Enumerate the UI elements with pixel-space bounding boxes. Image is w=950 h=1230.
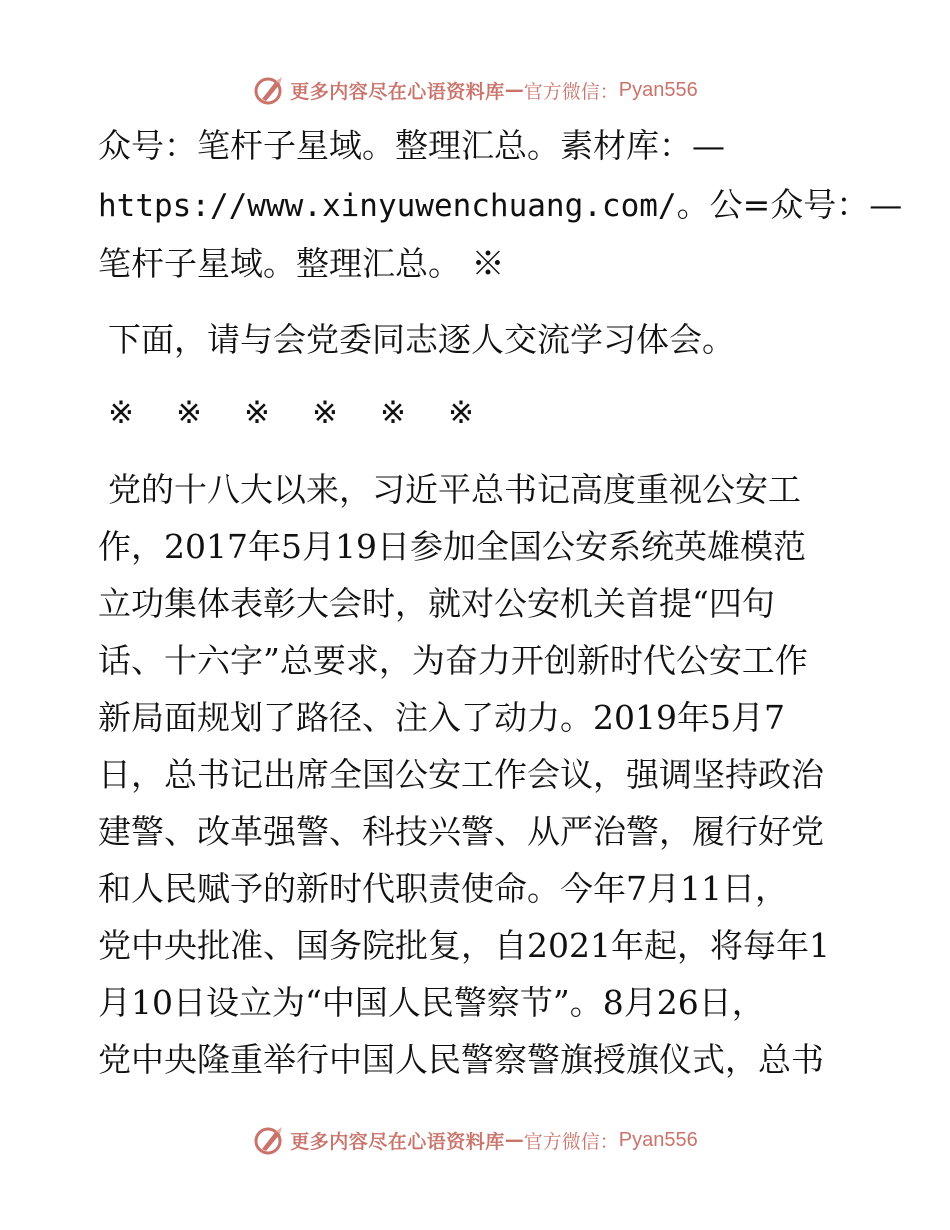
body-line: 建警、改革强警、科技兴警、从严治警，履行好党 [98, 812, 824, 851]
reference-mark: ※ [244, 395, 270, 431]
footer-banner [0, 1120, 950, 1160]
pen-logo-icon [252, 73, 286, 107]
body-line: 党的十八大以来，习近平总书记高度重视公安工 [108, 470, 801, 509]
header-line-2 [98, 185, 902, 226]
body-line: 作，2017年5月19日参加全国公安系统英雄模范 [98, 527, 806, 566]
source-url: https://www.xinyuwenchuang.com/ [98, 188, 677, 224]
body-line: 新局面规划了路径、注入了动力。2019年5月7 [98, 698, 785, 737]
banner-slogan: 更多内容尽在心语资料库 [290, 80, 505, 103]
reference-mark: ※ [108, 395, 134, 431]
separator-marks [108, 393, 516, 433]
banner-wechat-label: 官方微信： [523, 1130, 619, 1153]
reference-mark: ※ [448, 395, 474, 431]
banner-wechat-label: 官方微信： [523, 80, 619, 103]
intro-paragraph: 下面，请与会党委同志逐人交流学习体会。 [108, 320, 735, 359]
body-line: 党中央隆重举行中国人民警察警旗授旗仪式，总书 [98, 1040, 824, 1079]
body-line: 和人民赋予的新时代职责使命。今年7月11日， [98, 869, 788, 908]
body-line: 立功集体表彰大会时，就对公安机关首提“四句 [98, 584, 775, 623]
banner-wechat-id: Pyan556 [618, 78, 698, 101]
reference-mark: ※ [380, 395, 406, 431]
header-line-3: 笔杆子星域。整理汇总。 ※ [98, 244, 505, 283]
body-line: 日，总书记出席全国公安工作会议，强调坚持政治 [98, 755, 824, 794]
pen-logo-icon [252, 1123, 286, 1157]
banner-slogan: 更多内容尽在心语资料库 [290, 1130, 505, 1153]
body-line: 党中央批准、国务院批复，自2021年起，将每年1 [98, 926, 830, 965]
body-line: 话、十六字”总要求，为奋力开创新时代公安工作 [98, 641, 808, 680]
banner-wechat-id: Pyan556 [618, 1128, 698, 1151]
body-line: 月10日设立为“中国人民警察节”。8月26日， [98, 983, 765, 1022]
header-line-1: 众号：笔杆子星域。整理汇总。素材库：— [98, 126, 725, 165]
reference-mark: ※ [176, 395, 202, 431]
banner-separator: — [504, 1129, 524, 1151]
banner-separator: — [504, 79, 524, 101]
reference-mark: ※ [312, 395, 338, 431]
header-banner [0, 70, 950, 110]
header-line-2-rest: 。公=众号：— [676, 185, 903, 224]
